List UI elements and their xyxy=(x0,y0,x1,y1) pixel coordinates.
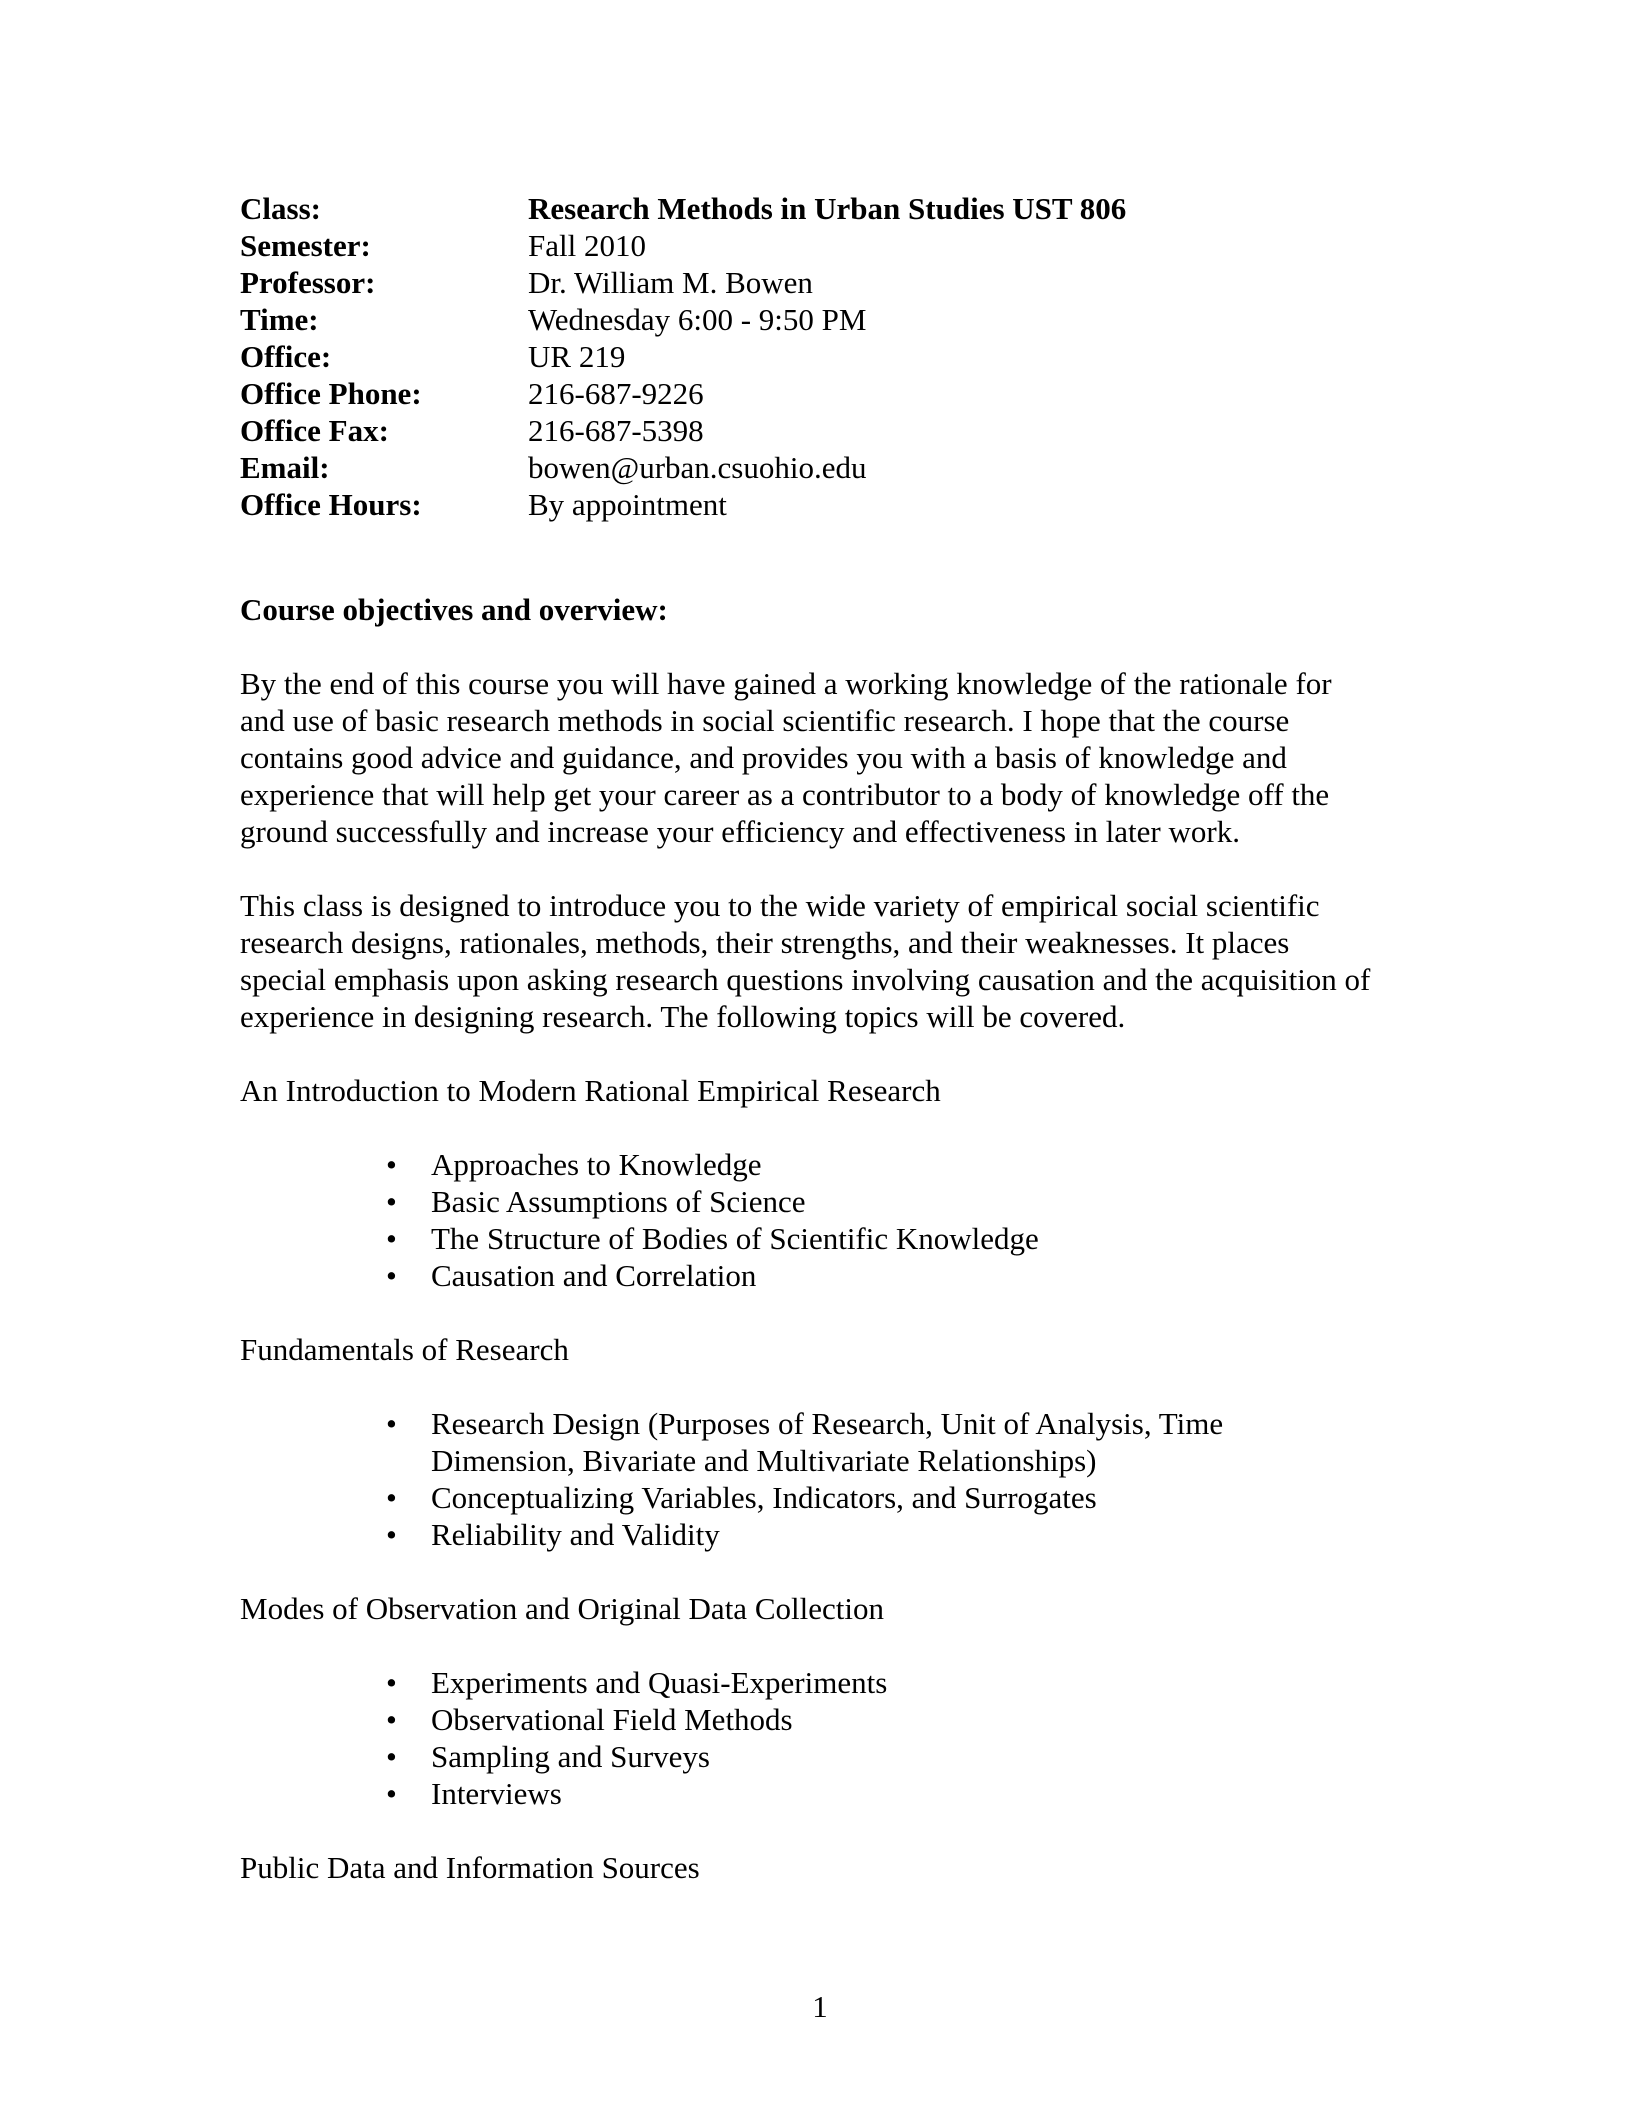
info-row xyxy=(240,301,1126,338)
info-row xyxy=(240,412,1126,449)
document-page xyxy=(240,190,1400,1886)
objectives-heading: Course objectives and overview: xyxy=(240,592,668,627)
bullet-icon: • xyxy=(386,1184,397,1219)
list-item-text: Causation and Correlation xyxy=(431,1258,757,1293)
info-label: Email: xyxy=(240,450,330,485)
topic-heading: Public Data and Information Sources xyxy=(240,1850,700,1885)
info-value: UR 219 xyxy=(528,339,626,374)
info-label: Professor: xyxy=(240,265,376,300)
info-value: 216-687-9226 xyxy=(528,376,704,411)
info-value: 216-687-5398 xyxy=(528,413,704,448)
info-value: bowen@urban.csuohio.edu xyxy=(528,450,867,485)
info-value: By appointment xyxy=(528,487,727,522)
page-number: 1 xyxy=(812,1989,828,2024)
list-item xyxy=(240,1257,1311,1294)
info-row xyxy=(240,375,1126,412)
bullet-icon: • xyxy=(386,1702,397,1737)
info-label: Office Fax: xyxy=(240,413,389,448)
list-item-text: Experiments and Quasi-Experiments xyxy=(431,1665,888,1700)
list-item-text: Observational Field Methods xyxy=(431,1702,793,1737)
list-item xyxy=(240,1146,1311,1183)
topic-bullet-list xyxy=(240,1146,1400,1294)
info-value: Fall 2010 xyxy=(528,228,646,263)
list-item xyxy=(240,1405,1311,1479)
list-item-text: Conceptualizing Variables, Indicators, and Surrogates xyxy=(431,1480,1097,1515)
list-item xyxy=(240,1516,1311,1553)
list-item-text: Research Design (Purposes of Research, Unit of Analysis, Time Dimension, Bivariate and Multivariate Relationships) xyxy=(431,1406,1224,1478)
list-item-text: Basic Assumptions of Science xyxy=(431,1184,806,1219)
bullet-icon: • xyxy=(386,1665,397,1700)
bullet-icon: • xyxy=(386,1776,397,1811)
list-item xyxy=(240,1220,1311,1257)
info-label: Office: xyxy=(240,339,332,374)
info-label: Time: xyxy=(240,302,319,337)
bullet-icon: • xyxy=(386,1221,397,1256)
bullet-icon: • xyxy=(386,1739,397,1774)
list-item xyxy=(240,1183,1311,1220)
objectives-paragraph-2: This class is designed to introduce you to the wide variety of empirical social scientific research designs, rationales, methods, their strengths, and their weaknesses. It places special emphasis upon asking research questions involving causation and the acquisition of experience in designing research. The following topics will be covered. xyxy=(240,888,1371,1034)
topic-bullet-list xyxy=(240,1664,1400,1812)
info-label: Class: xyxy=(240,191,321,226)
list-item-text: Reliability and Validity xyxy=(431,1517,720,1552)
list-item xyxy=(240,1738,1311,1775)
list-item-text: Sampling and Surveys xyxy=(431,1739,710,1774)
info-label: Office Hours: xyxy=(240,487,422,522)
info-label: Office Phone: xyxy=(240,376,422,411)
objectives-paragraph-1: By the end of this course you will have gained a working knowledge of the rationale for and use of basic research methods in social scientific research. I hope that the course contains good advice and guidance, and provides you with a basis of knowledge and experience that will help get your career as a contributor to a body of knowledge off the ground successfully and increase your efficiency and effectiveness in later work. xyxy=(240,666,1332,849)
topics-list xyxy=(240,1072,1400,1886)
info-row xyxy=(240,449,1126,486)
info-value: Dr. William M. Bowen xyxy=(528,265,813,300)
info-row xyxy=(240,486,1126,523)
bullet-icon: • xyxy=(386,1517,397,1552)
topic-heading: Fundamentals of Research xyxy=(240,1332,569,1367)
topic-heading: Modes of Observation and Original Data Collection xyxy=(240,1591,884,1626)
topic-bullet-list xyxy=(240,1405,1400,1553)
info-row xyxy=(240,338,1126,375)
list-item xyxy=(240,1664,1311,1701)
bullet-icon: • xyxy=(386,1147,397,1182)
topic-heading: An Introduction to Modern Rational Empirical Research xyxy=(240,1073,941,1108)
course-info-table xyxy=(240,190,1126,523)
info-row xyxy=(240,264,1126,301)
info-value: Wednesday 6:00 - 9:50 PM xyxy=(528,302,867,337)
info-row xyxy=(240,227,1126,264)
info-label: Semester: xyxy=(240,228,371,263)
bullet-icon: • xyxy=(386,1258,397,1293)
bullet-icon: • xyxy=(386,1406,397,1441)
info-value: Research Methods in Urban Studies UST 806 xyxy=(528,191,1127,226)
info-row xyxy=(240,190,1126,227)
list-item xyxy=(240,1701,1311,1738)
list-item-text: Approaches to Knowledge xyxy=(431,1147,762,1182)
list-item xyxy=(240,1479,1311,1516)
list-item xyxy=(240,1775,1311,1812)
list-item-text: Interviews xyxy=(431,1776,562,1811)
bullet-icon: • xyxy=(386,1480,397,1515)
list-item-text: The Structure of Bodies of Scientific Knowledge xyxy=(431,1221,1039,1256)
